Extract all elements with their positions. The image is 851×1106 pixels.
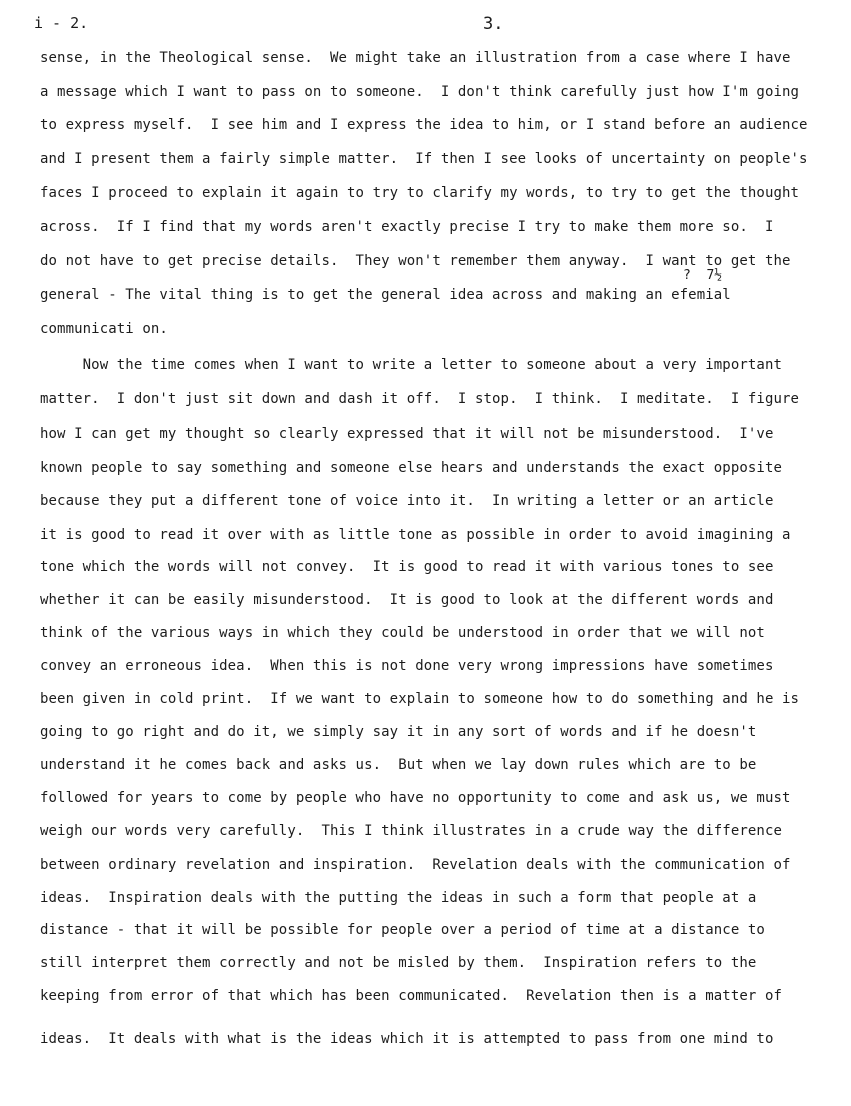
section-marker: i - 2. <box>34 14 89 32</box>
text-line: Now the time comes when I want to write a letter to someone about a very important <box>40 357 782 373</box>
text-line: known people to say something and someone else hears and understands the exact opposite <box>40 460 782 476</box>
text-line: tone which the words will not convey. It is good to read it with various tones to see <box>40 559 774 575</box>
text-line: keeping from error of that which has been communicated. Revelation then is a matter of <box>40 988 782 1004</box>
text-line: ideas. It deals with what is the ideas which it is attempted to pass from one mind to <box>40 1031 774 1047</box>
text-line: been given in cold print. If we want to explain to someone how to do something and he is <box>40 691 800 707</box>
text-line: how I can get my thought so clearly expressed that it will not be misunderstood. I've <box>40 426 774 442</box>
text-line: convey an erroneous idea. When this is not done very wrong impressions have sometimes <box>40 658 774 674</box>
text-line: understand it he comes back and asks us. But when we lay down rules which are to be <box>40 757 757 773</box>
text-line: distance - that it will be possible for people over a period of time at a distance to <box>40 922 765 938</box>
text-line: general - The vital thing is to get the general idea across and making an efemial <box>40 287 731 303</box>
text-line: matter. I don't just sit down and dash it off. I stop. I think. I meditate. I figure <box>40 391 800 407</box>
text-line: communicati on. <box>40 321 168 337</box>
text-line: it is good to read it over with as little tone as possible in order to avoid imagining a <box>40 527 791 543</box>
text-line: whether it can be easily misunderstood. It is good to look at the different words and <box>40 592 774 608</box>
text-line: and I present them a fairly simple matter. If then I see looks of uncertainty on people's <box>40 151 808 167</box>
handwritten-annotation: ? 7½ <box>683 268 723 283</box>
text-line: to express myself. I see him and I express the idea to him, or I stand before an audience <box>40 117 808 133</box>
text-line: ideas. Inspiration deals with the putting the ideas in such a form that people at a <box>40 890 757 906</box>
text-line: weigh our words very carefully. This I think illustrates in a crude way the difference <box>40 823 782 839</box>
text-line: across. If I find that my words aren't exactly precise I try to make them more so. I <box>40 219 774 235</box>
text-line: faces I proceed to explain it again to try to clarify my words, to try to get the thought <box>40 185 800 201</box>
text-line: between ordinary revelation and inspiration. Revelation deals with the communication of <box>40 857 791 873</box>
text-line: followed for years to come by people who have no opportunity to come and ask us, we must <box>40 790 791 806</box>
text-line: because they put a different tone of voice into it. In writing a letter or an article <box>40 493 774 509</box>
text-line: still interpret them correctly and not be misled by them. Inspiration refers to the <box>40 955 757 971</box>
page-number: 3. <box>483 14 504 34</box>
text-line: sense, in the Theological sense. We might take an illustration from a case where I have <box>40 50 791 66</box>
text-line: think of the various ways in which they could be understood in order that we will not <box>40 625 765 641</box>
text-line: a message which I want to pass on to someone. I don't think carefully just how I'm going <box>40 84 800 100</box>
text-line: do not have to get precise details. They won't remember them anyway. I want to get the <box>40 253 791 269</box>
text-line: going to go right and do it, we simply say it in any sort of words and if he doesn't <box>40 724 757 740</box>
